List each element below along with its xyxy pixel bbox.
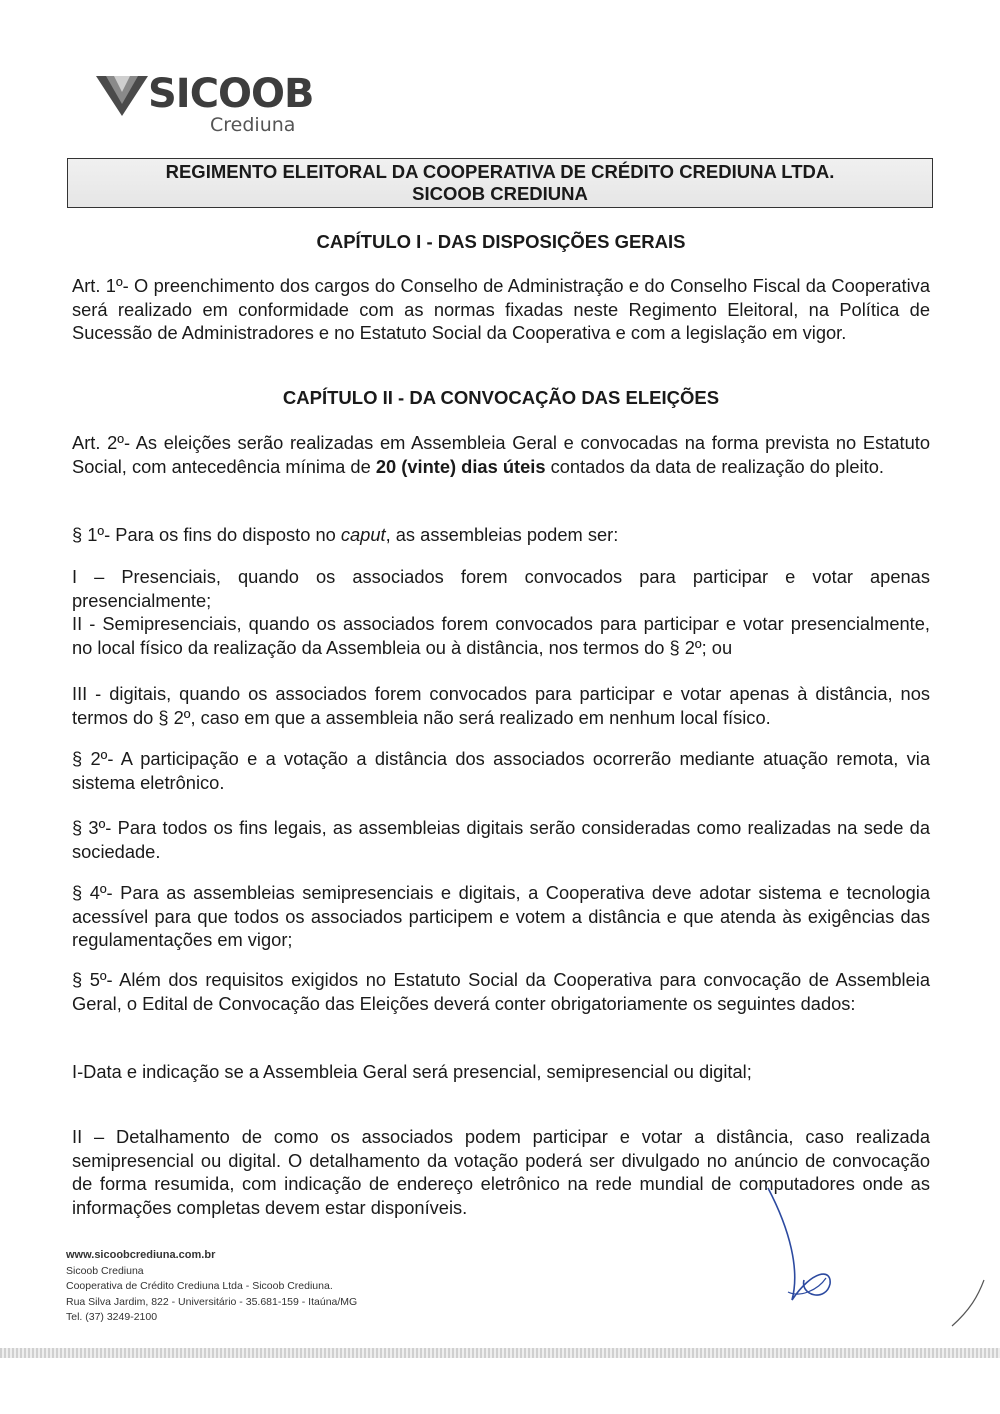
document-title: REGIMENTO ELEITORAL DA COOPERATIVA DE CRÉDITO CREDIUNA LTDA.: [165, 161, 835, 182]
logo-subtitle: Crediuna: [210, 114, 296, 136]
paragraph-1: [72, 523, 930, 547]
paragraph-4: § 4º- Para as assembleias semipresenciais e digitais, a Cooperativa deve adotar sistema e tecnologia acessível para que todos os associados participem e votem a distância e que atenda às exigências das regulamentações em vigor;: [72, 882, 930, 950]
footer-address: Rua Silva Jardim, 822 - Universitário - 35.681-159 - Itaúna/MG: [66, 1295, 358, 1308]
footer-website-link[interactable]: www.sicoobcrediuna.com.br: [66, 1249, 216, 1261]
item-detalhamento: II – Detalhamento de como os associados podem participar e votar a distância, caso realizada semipresencial ou digital. O detalhamento da votação poderá ser divulgado no anúncio de convocação de forma resumida, com indicação de endereço eletrônico na rede mundial de computadores onde as informações completas devem estar disponíveis.: [72, 1126, 930, 1218]
paragraph-1-caput: caput: [340, 524, 386, 545]
document-title-box: [67, 158, 933, 208]
article-2-text-end: contados da data de realização do pleito.: [545, 455, 884, 477]
paragraph-1-text-end: , as assembleias podem ser:: [385, 524, 619, 545]
footer-contact: [66, 1248, 446, 1326]
signature-mark: [720, 1170, 1000, 1350]
chapter-2-heading: CAPÍTULO II - DA CONVOCAÇÃO DAS ELEIÇÕES: [282, 387, 720, 408]
article-1: Art. 1º- O preenchimento dos cargos do Conselho de Administração e do Conselho Fiscal da Cooperativa será realizado em conformidade com as normas fixadas neste Regimento Eleitoral, na Política de Sucessão de Administradores e no Estatuto Social da Cooperativa e com a legislação em vigor.: [72, 275, 930, 343]
chapter-1-heading: CAPÍTULO I - DAS DISPOSIÇÕES GERAIS: [316, 231, 686, 252]
logo-name: SICOOB: [148, 71, 314, 117]
item-semipresenciais: II - Semipresenciais, quando os associados forem convocados para participar e votar presencialmente, no local físico da realização da Assembleia ou à distância, nos termos do § 2º; ou: [72, 613, 930, 658]
document-subtitle: SICOOB CREDIUNA: [412, 183, 588, 204]
article-2-deadline: 20 (vinte) dias úteis: [375, 455, 546, 477]
item-digitais: III - digitais, quando os associados forem convocados para participar e votar apenas à distância, nos termos do § 2º, caso em que a assembleia não será realizado em nenhum local físico.: [72, 683, 930, 728]
sicoob-emblem-icon: [92, 70, 152, 118]
paragraph-2: § 2º- A participação e a votação a distância dos associados ocorrerão mediante atuação remota, via sistema eletrônico.: [72, 748, 930, 793]
paragraph-3: § 3º- Para todos os fins legais, as assembleias digitais serão consideradas como realizadas na sede da sociedade.: [72, 817, 930, 862]
footer-phone: Tel. (37) 3249-2100: [66, 1311, 158, 1323]
item-presenciais: I – Presenciais, quando os associados forem convocados para participar e votar apenas presencialmente;: [72, 566, 930, 611]
paragraph-5: § 5º- Além dos requisitos exigidos no Estatuto Social da Cooperativa para convocação de Assembleia Geral, o Edital de Convocação das Eleições deverá conter obrigatoriamente os seguintes dados:: [72, 969, 930, 1014]
sicoob-logo: [92, 70, 322, 140]
paragraph-1-text-start: § 1º- Para os fins do disposto no: [72, 524, 341, 545]
article-2: [72, 431, 930, 478]
scan-edge-divider: [0, 1348, 1000, 1358]
footer-legal-name: Cooperativa de Crédito Crediuna Ltda - Sicoob Crediuna.: [66, 1280, 333, 1292]
footer-company: Sicoob Crediuna: [66, 1264, 144, 1277]
item-data-indicacao: I-Data e indicação se a Assembleia Geral será presencial, semipresencial ou digital;: [72, 1061, 752, 1082]
article-2-text-start: Art. 2º- As eleições serão realizadas em Assembleia Geral e convocadas na forma prevista no Estatuto Social, com antecedência mínima de: [72, 432, 930, 477]
